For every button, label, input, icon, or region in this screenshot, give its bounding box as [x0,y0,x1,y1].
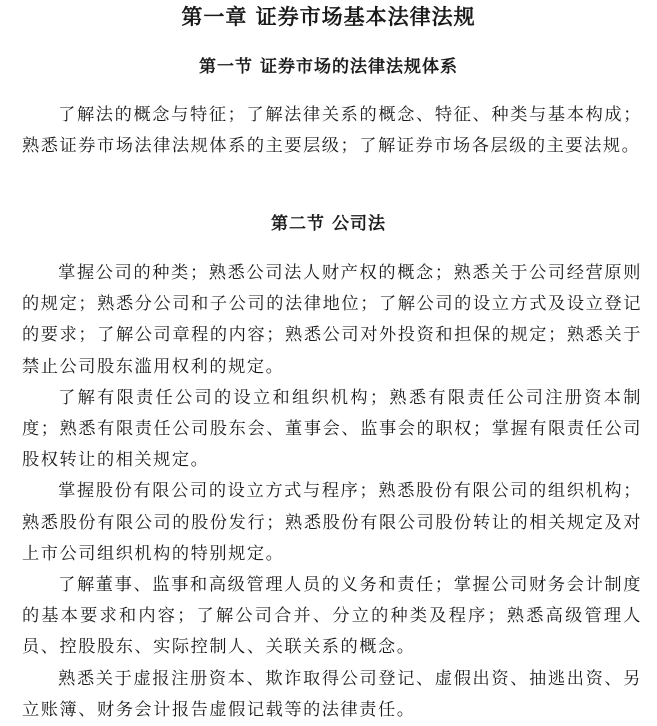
paragraph: 掌握股份有限公司的设立方式与程序；熟悉股份有限公司的组织机构；熟悉股份有限公司的股份发行；熟悉股份有限公司股份转让的相关规定及对上市公司组织机构的特别规定。 [22,481,642,564]
section-title-2: 第二节 公司法 [271,214,386,234]
paragraph: 了解董事、监事和高级管理人员的义务和责任；掌握公司财务会计制度的基本要求和内容；了解公司合并、分立的种类及程序；熟悉高级管理人员、控股股东、实际控制人、关联关系的概念。 [22,575,642,658]
section-2-body [22,258,642,726]
section-1-body [22,100,642,162]
paragraph: 熟悉关于虚报注册资本、欺诈取得公司登记、虚假出资、抽逃出资、另立账簿、财务会计报告虚假记载等的法律责任。 [22,668,642,720]
paragraph: 了解有限责任公司的设立和组织机构；熟悉有限责任公司注册资本制度；熟悉有限责任公司股东会、董事会、监事会的职权；掌握有限责任公司股权转让的相关规定。 [22,387,642,471]
section-title-1: 第一节 证券市场的法律法规体系 [199,57,458,77]
chapter-title: 第一章 证券市场基本法律法规 [181,5,476,29]
paragraph: 了解法的概念与特征；了解法律关系的概念、特征、种类与基本构成；熟悉证券市场法律法规体系的主要层级；了解证券市场各层级的主要法规。 [22,105,642,157]
paragraph: 掌握公司的种类；熟悉公司法人财产权的概念；熟悉关于公司经营原则的规定；熟悉分公司和子公司的法律地位；了解公司的设立方式及设立登记的要求；了解公司章程的内容；熟悉公司对外投资和担保的规定；熟悉关于禁止公司股东滥用权利的规定。 [22,263,642,377]
